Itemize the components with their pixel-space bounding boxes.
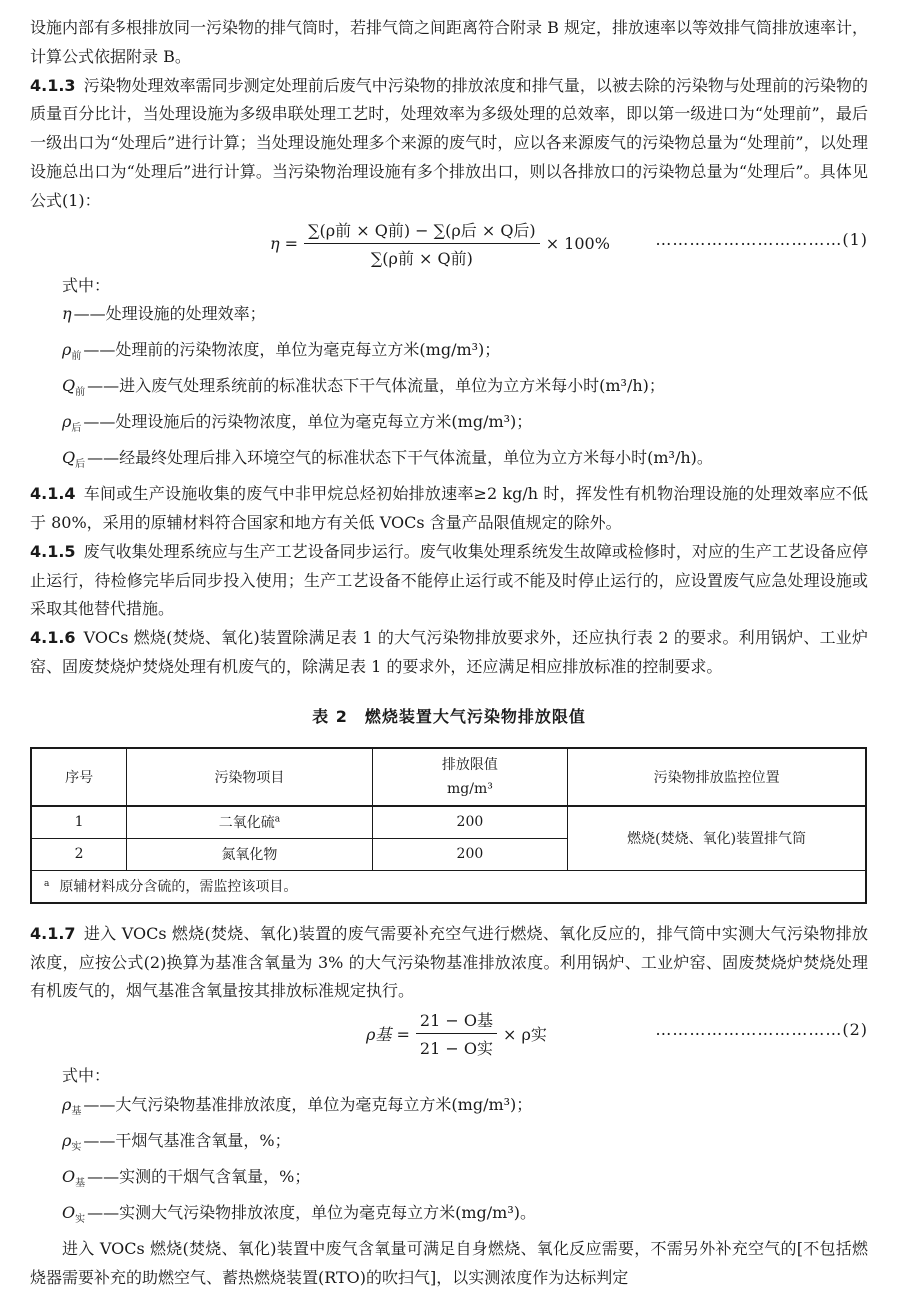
- paragraph-intro: 设施内部有多根排放同一污染物的排气筒时，若排气筒之间距离符合附录 B 规定，排放速率以等效排气筒排放速率计，计算公式依据附录 B。: [30, 18, 868, 66]
- symbol: ρ: [62, 412, 72, 432]
- formula-fraction: [416, 1008, 497, 1059]
- definition-item: [30, 1199, 868, 1235]
- formula-2-body: [366, 1008, 547, 1059]
- paragraph-final: 进入 VOCs 燃烧(焚烧、氧化)装置中废气含氧量可满足自身燃烧、氧化反应需要，不需另外补充空气的[不包括燃烧器需要补充的助燃空气、蓄热燃烧装置(RTO)的吹扫气]，以实测浓度作为达标判定: [30, 1239, 868, 1287]
- symbol: Q: [62, 376, 76, 396]
- header-location: 污染物排放监控位置: [568, 748, 866, 806]
- symbol: Q: [62, 448, 76, 468]
- formula-lhs: ρ基 =: [366, 1025, 410, 1045]
- clause-text: VOCs 燃烧(焚烧、氧化)装置除满足表 1 的大气污染物排放要求外，还应执行表 2 的要求。利用锅炉、工业炉窑、固废焚烧炉焚烧处理有机废气的，除满足表 1 的要求外，还应满足相应排放标准的控制要求。: [30, 628, 868, 677]
- definition-text: ——进入废气处理系统前的标准状态下干气体流量，单位为立方米每小时(m³/h)；: [87, 376, 665, 396]
- symbol: ρ: [62, 340, 72, 360]
- symbol-sub: 前: [75, 387, 86, 399]
- clause-number: 4.1.6: [30, 628, 76, 648]
- definition-text: ——大气污染物基准排放浓度，单位为毫克每立方米(mg/m³)；: [83, 1095, 533, 1115]
- symbol-sub: 实: [71, 1142, 82, 1154]
- clause-number: 4.1.5: [30, 541, 76, 561]
- definitions-2: [30, 1091, 868, 1235]
- symbol-sub: 后: [75, 459, 86, 471]
- symbol: ρ: [62, 1095, 72, 1115]
- cell-item-text: 氮氧化物: [221, 847, 278, 864]
- symbol-sub: 后: [71, 423, 82, 435]
- symbol-sub: 基: [75, 1178, 86, 1190]
- symbol: ρ: [62, 1131, 72, 1151]
- symbol-sub: 实: [75, 1214, 86, 1226]
- clause-text: 污染物处理效率需同步测定处理前后废气中污染物的排放浓度和排气量，以被去除的污染物与处理前的污染物的质量百分比计，当处理设施为多级串联处理工艺时，处理效率为多级处理的总效率，即以第一级进口为“处理前”，最后一级出口为“处理后”进行计算；当处理设施处理多个来源的废气时，应以各来源废气的污染物总量为“处理前”，以处理设施总出口为“处理后”进行计算。当污染物治理设施有多个排放出口，则以各排放口的污染物总量为“处理后”。具体见公式(1)：: [30, 75, 868, 210]
- formula-fraction: [304, 218, 540, 269]
- symbol: O: [62, 1167, 76, 1187]
- header-no: 序号: [31, 748, 127, 806]
- definition-item: [30, 408, 868, 444]
- formula-tail: × 100%: [545, 233, 610, 253]
- footnote-mark: a: [274, 814, 281, 825]
- clause-number: 4.1.4: [30, 484, 76, 504]
- definition-text: ——处理设施的处理效率；: [73, 304, 266, 324]
- formula-1: [30, 216, 868, 272]
- definition-text: ——处理前的污染物浓度，单位为毫克每立方米(mg/m³)；: [83, 340, 501, 360]
- clause-4-1-7: [30, 920, 868, 1006]
- cell-no: 1: [31, 806, 127, 839]
- symbol-sub: 前: [71, 351, 82, 363]
- document-page: [30, 14, 868, 1293]
- header-limit: [372, 748, 568, 806]
- definition-text: ——经最终处理后排入环境空气的标准状态下干气体流量，单位为立方米每小时(m³/h)。: [87, 448, 713, 468]
- clause-text: 进入 VOCs 燃烧(焚烧、氧化)装置的废气需要补充空气进行燃烧、氧化反应的，排气筒中实测大气污染物排放浓度，应按公式(2)换算为基准含氧量为 3% 的大气污染物基准排放浓度。利用锅炉、工业炉窑、固废焚烧炉焚烧处理有机废气的，烟气基准含氧量按其排放标准规定执行。: [30, 923, 868, 1001]
- header-item: 污染物项目: [127, 748, 372, 806]
- definition-item: [30, 1091, 868, 1127]
- symbol: O: [62, 1203, 76, 1223]
- formula-tail: × ρ实: [502, 1025, 547, 1045]
- formula-lhs: η =: [270, 233, 299, 253]
- clause-text: 车间或生产设施收集的废气中非甲烷总烃初始排放速率≥2 kg/h 时，挥发性有机物治理设施的处理效率应不低于 80%，采用的原辅材料符合国家和地方有关低 VOCs 含量产品限值规定的除外。: [30, 484, 868, 533]
- definition-item: [30, 300, 868, 336]
- clause-number: 4.1.3: [30, 75, 76, 95]
- definition-text: ——干烟气基准含氧量，%；: [83, 1131, 291, 1151]
- table-note: [31, 870, 866, 903]
- clause-4-1-6: [30, 624, 868, 682]
- definition-item: [30, 1163, 868, 1199]
- definition-text: ——实测的干烟气含氧量，%；: [87, 1167, 311, 1187]
- note-text: 原辅材料成分含硫的，需监控该项目。: [59, 879, 298, 896]
- formula-2-label: ……………………………(2): [655, 1020, 868, 1040]
- cell-item: [127, 838, 372, 870]
- note-mark: a: [44, 878, 50, 889]
- cell-location: 燃烧(焚烧、氧化)装置排气筒: [568, 806, 866, 871]
- where-label-1: 式中：: [62, 275, 111, 295]
- table-2-caption: 表 2 燃烧装置大气污染物排放限值: [312, 706, 586, 726]
- formula-1-body: [270, 218, 610, 269]
- table-header-row: [31, 748, 866, 806]
- formula-numerator: 21 − O基: [416, 1008, 497, 1034]
- header-limit-label: 排放限值: [441, 756, 498, 773]
- definition-item: [30, 336, 868, 372]
- cell-no: 2: [31, 838, 127, 870]
- formula-1-label: ……………………………(1): [655, 229, 868, 249]
- definition-item: [30, 1127, 868, 1163]
- cell-limit: 200: [372, 806, 568, 839]
- formula-denominator: ∑(ρ前 × Q前): [370, 248, 473, 268]
- cell-limit: 200: [372, 838, 568, 870]
- table-row: [31, 806, 866, 839]
- clause-text: 废气收集处理系统应与生产工艺设备同步运行。废气收集处理系统发生故障或检修时，对应的生产工艺设备应停止运行，待检修完毕后同步投入使用；生产工艺设备不能停止运行或不能及时停止运行的，应设置废气应急处理设施或采取其他替代措施。: [30, 541, 868, 619]
- cell-item: [127, 806, 372, 839]
- definition-text: ——处理设施后的污染物浓度，单位为毫克每立方米(mg/m³)；: [83, 412, 533, 432]
- formula-2: [30, 1006, 868, 1062]
- clause-4-1-4: [30, 480, 868, 538]
- symbol-sub: 基: [71, 1106, 82, 1118]
- clause-number: 4.1.7: [30, 923, 76, 943]
- header-limit-unit: mg/m³: [446, 780, 493, 797]
- table-2: [30, 747, 867, 904]
- clause-4-1-3: [30, 72, 868, 216]
- definitions-1: [30, 300, 868, 480]
- definition-text: ——实测大气污染物排放浓度，单位为毫克每立方米(mg/m³)。: [87, 1203, 537, 1223]
- cell-item-text: 二氧化硫: [218, 815, 275, 832]
- definition-item: [30, 444, 868, 480]
- table-note-row: [31, 870, 866, 903]
- formula-denominator: 21 − O实: [419, 1039, 493, 1059]
- formula-numerator: ∑(ρ前 × Q前) − ∑(ρ后 × Q后): [304, 218, 540, 244]
- definition-item: [30, 372, 868, 408]
- where-label-2: 式中：: [62, 1066, 111, 1086]
- clause-4-1-5: [30, 538, 868, 624]
- symbol: η: [62, 304, 72, 324]
